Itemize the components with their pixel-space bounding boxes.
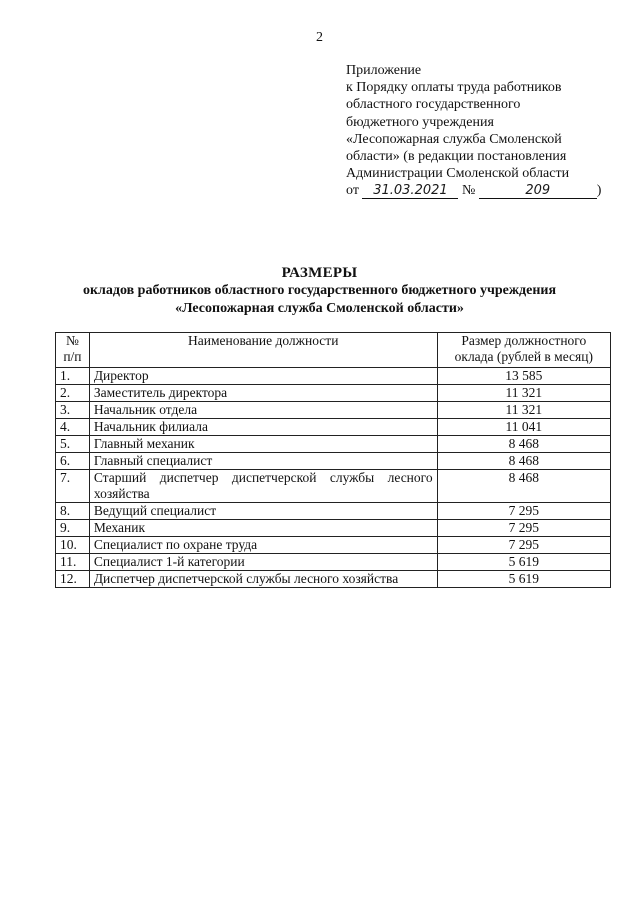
- resolution-reference: [346, 182, 626, 199]
- title-line: «Лесопожарная служба Смоленской области»: [175, 301, 464, 316]
- table-row: [56, 503, 611, 520]
- row-num: 9.: [56, 520, 90, 537]
- appendix-line: «Лесопожарная служба Смоленской: [346, 131, 562, 147]
- row-num: 10.: [56, 537, 90, 554]
- row-salary: 5 619: [437, 554, 610, 571]
- from-label: от: [346, 183, 359, 199]
- appendix-line: к Порядку оплаты труда работников: [346, 80, 562, 96]
- row-position: Механик: [89, 520, 437, 537]
- table-row: [56, 436, 611, 453]
- appendix-line: областного государственного: [346, 97, 521, 113]
- number-label: №: [461, 183, 476, 199]
- row-num: 11.: [56, 554, 90, 571]
- table-row: [56, 554, 611, 571]
- table-row: [56, 571, 611, 588]
- row-position: Начальник отдела: [89, 402, 437, 419]
- row-salary: 8 468: [437, 436, 610, 453]
- table-header-row: [56, 333, 611, 368]
- appendix-block: [346, 62, 626, 200]
- row-position: Директор: [89, 368, 437, 385]
- table-row: [56, 470, 611, 503]
- row-position: Диспетчер диспетчерской службы лесного хозяйства: [89, 571, 437, 588]
- row-position: Ведущий специалист: [89, 503, 437, 520]
- row-num: 2.: [56, 385, 90, 402]
- row-num: 12.: [56, 571, 90, 588]
- header-position: Наименование должности: [89, 333, 437, 368]
- row-salary: 11 041: [437, 419, 610, 436]
- row-salary: 13 585: [437, 368, 610, 385]
- appendix-line: бюджетного учреждения: [346, 114, 494, 130]
- row-salary: 8 468: [437, 470, 610, 503]
- table-row: [56, 520, 611, 537]
- row-num: 1.: [56, 368, 90, 385]
- closing-paren: ): [596, 183, 602, 199]
- title-main: РАЗМЕРЫ: [281, 265, 358, 281]
- row-num: 6.: [56, 453, 90, 470]
- header-salary: Размер должностного оклада (рублей в месяц): [437, 333, 610, 368]
- row-position: Заместитель директора: [89, 385, 437, 402]
- row-salary: 11 321: [437, 402, 610, 419]
- row-salary: 7 295: [437, 503, 610, 520]
- table-row: [56, 453, 611, 470]
- appendix-line: Приложение: [346, 63, 422, 78]
- row-salary: 8 468: [437, 453, 610, 470]
- table-row: [56, 385, 611, 402]
- row-num: 8.: [56, 503, 90, 520]
- row-num: 4.: [56, 419, 90, 436]
- row-num: 7.: [56, 470, 90, 503]
- row-position: Главный специалист: [89, 453, 437, 470]
- document-title: [0, 264, 639, 318]
- row-num: 5.: [56, 436, 90, 453]
- row-position: Специалист 1-й категории: [89, 554, 437, 571]
- row-salary: 7 295: [437, 520, 610, 537]
- appendix-line: Администрации Смоленской области: [346, 166, 570, 182]
- row-num: 3.: [56, 402, 90, 419]
- row-salary: 5 619: [437, 571, 610, 588]
- handwritten-date: 31.03.2021: [362, 184, 458, 199]
- table-row: [56, 419, 611, 436]
- table-row: [56, 402, 611, 419]
- row-salary: 11 321: [437, 385, 610, 402]
- page-number: 2: [316, 30, 323, 45]
- row-position: Старший диспетчер диспетчерской службы лесного хозяйства: [89, 470, 437, 503]
- row-salary: 7 295: [437, 537, 610, 554]
- row-position: Специалист по охране труда: [89, 537, 437, 554]
- header-num: № п/п: [56, 333, 90, 368]
- row-position: Главный механик: [89, 436, 437, 453]
- title-line: окладов работников областного государственного бюджетного учреждения: [82, 283, 557, 298]
- salary-table: [55, 332, 611, 588]
- handwritten-number: 209: [479, 184, 597, 199]
- table-row: [56, 368, 611, 385]
- row-position: Начальник филиала: [89, 419, 437, 436]
- appendix-line: области» (в редакции постановления: [346, 149, 567, 165]
- table-row: [56, 537, 611, 554]
